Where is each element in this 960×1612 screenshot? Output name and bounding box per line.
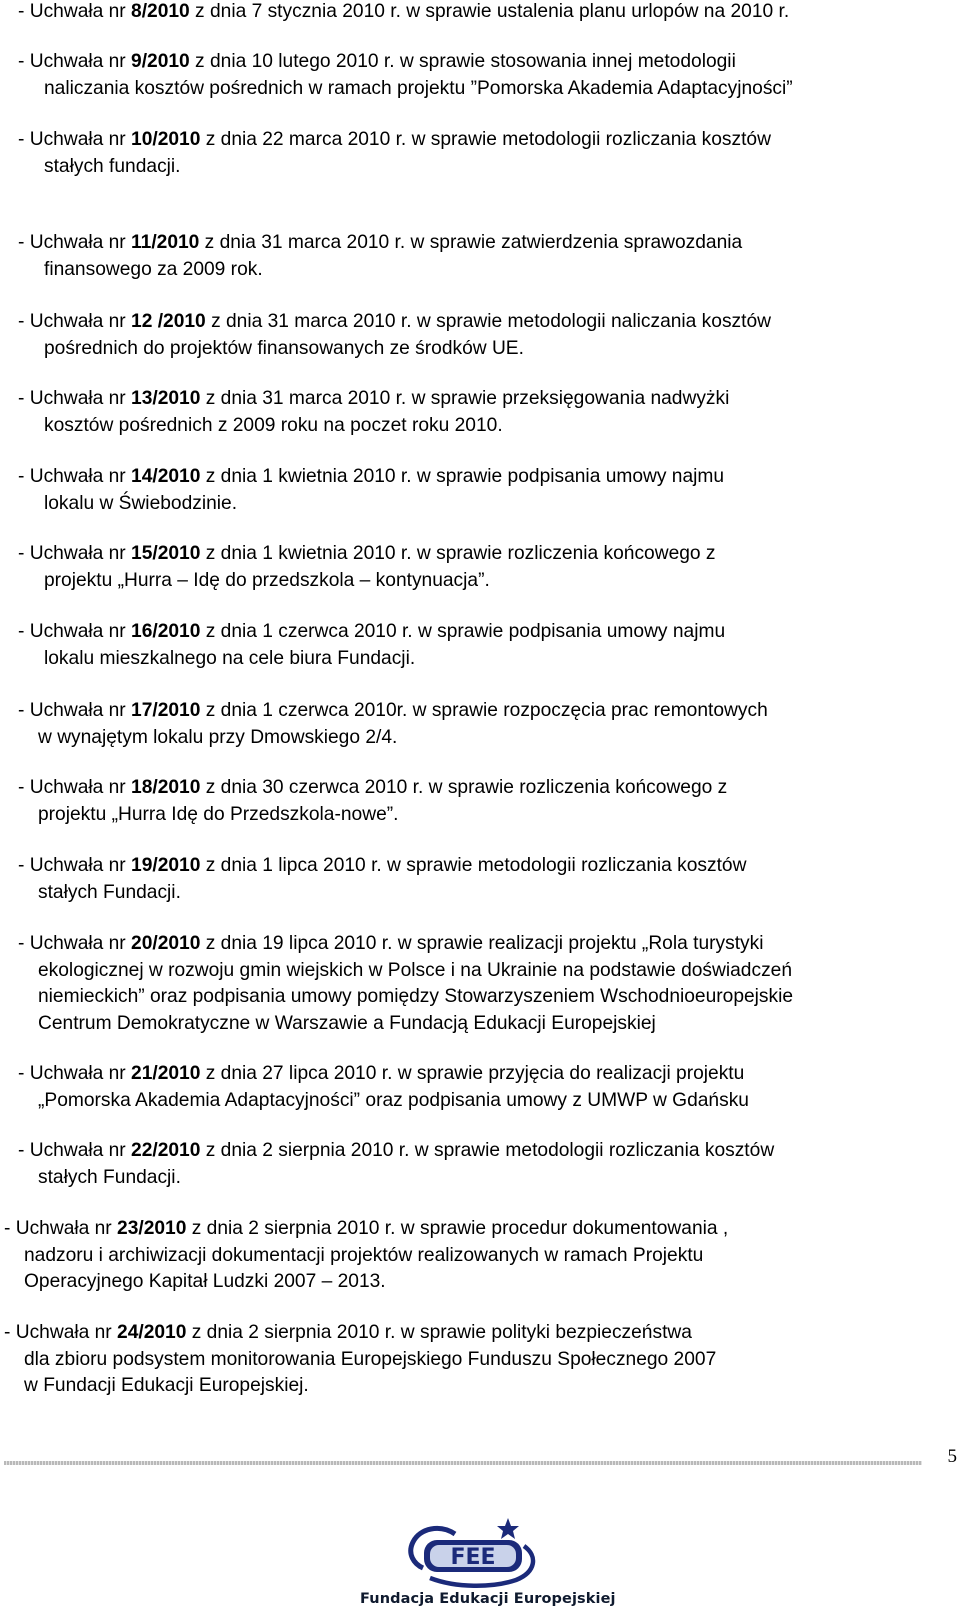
resolution-item <box>18 619 960 672</box>
resolution-first-line <box>18 853 960 880</box>
page-number: 5 <box>947 1446 957 1467</box>
resolution-item <box>4 1320 959 1400</box>
resolution-text: z dnia 1 kwietnia 2010 r. w sprawie rozliczenia końcowego z <box>200 543 716 564</box>
logo-star-icon <box>497 1518 519 1539</box>
resolution-number: 9/2010 <box>131 51 190 72</box>
resolution-first-line <box>18 541 960 568</box>
resolution-prefix: - Uchwała nr <box>18 1063 132 1084</box>
resolution-number: 15/2010 <box>131 543 201 564</box>
resolution-number: 18/2010 <box>131 777 201 798</box>
resolution-item <box>18 49 960 102</box>
resolution-first-line <box>18 386 960 413</box>
resolution-continuation-line: ekologicznej w rozwoju gmin wiejskich w Polsce i na Ukrainie na podstawie doświadczeń <box>38 959 792 981</box>
resolution-first-line <box>18 775 960 802</box>
resolution-item <box>18 230 960 283</box>
resolution-first-line <box>4 1320 959 1347</box>
resolution-continuation-line: pośrednich do projektów finansowanych ze środków UE. <box>44 337 524 359</box>
resolution-first-line <box>18 464 960 491</box>
resolution-item <box>18 1138 960 1191</box>
resolution-prefix: - Uchwała nr <box>4 1218 118 1239</box>
resolution-prefix: - Uchwała nr <box>18 51 132 72</box>
resolution-number: 23/2010 <box>117 1218 187 1239</box>
resolution-prefix: - Uchwała nr <box>4 1322 118 1343</box>
resolution-prefix: - Uchwała nr <box>18 933 132 954</box>
resolution-text: z dnia 1 lipca 2010 r. w sprawie metodologii rozliczania kosztów <box>200 855 747 876</box>
resolution-continuation-line: naliczania kosztów pośrednich w ramach projektu ”Pomorska Akademia Adaptacyjności” <box>44 77 793 99</box>
resolution-first-line <box>18 0 960 26</box>
resolution-continuation-line: w Fundacji Edukacji Europejskiej. <box>24 1375 309 1396</box>
resolution-number: 19/2010 <box>131 855 201 876</box>
resolution-text: z dnia 31 marca 2010 r. w sprawie przeksięgowania nadwyżki <box>200 388 730 409</box>
resolution-continuation-line: Operacyjnego Kapitał Ludzki 2007 – 2013. <box>24 1271 386 1292</box>
resolution-item <box>18 127 960 180</box>
fee-logo-mark-icon <box>360 1512 600 1590</box>
resolution-first-line <box>18 619 960 646</box>
resolution-continuation-line: projektu „Hurra – Idę do przedszkola – kontynuacja”. <box>44 569 490 591</box>
resolution-first-line <box>4 1216 959 1243</box>
resolution-continuation-line: Centrum Demokratyczne w Warszawie a Fundacją Edukacji Europejskiej <box>38 1012 656 1034</box>
resolution-continuation-line: lokalu w Świebodzinie. <box>44 492 238 514</box>
resolution-item <box>18 386 960 439</box>
fee-logo <box>360 1512 616 1612</box>
resolution-number: 17/2010 <box>131 700 201 721</box>
resolution-prefix: - Uchwała nr <box>18 700 132 721</box>
resolution-text: z dnia 2 sierpnia 2010 r. w sprawie metodologii rozliczania kosztów <box>200 1140 775 1161</box>
resolution-first-line <box>18 931 960 958</box>
resolution-text: z dnia 7 stycznia 2010 r. w sprawie ustalenia planu urlopów na 2010 r. <box>189 1 790 22</box>
resolution-first-line <box>18 49 960 76</box>
resolution-number: 21/2010 <box>131 1063 201 1084</box>
resolution-number: 24/2010 <box>117 1322 187 1343</box>
resolution-prefix: - Uchwała nr <box>18 466 132 487</box>
resolution-text: z dnia 2 sierpnia 2010 r. w sprawie procedur dokumentowania , <box>186 1218 729 1239</box>
resolution-prefix: - Uchwała nr <box>18 543 132 564</box>
resolution-text: z dnia 1 czerwca 2010r. w sprawie rozpoczęcia prac remontowych <box>200 700 768 721</box>
resolution-item <box>4 1216 959 1296</box>
resolution-text: z dnia 31 marca 2010 r. w sprawie zatwierdzenia sprawozdania <box>199 232 743 253</box>
resolution-continuation-line: stałych fundacji. <box>44 155 181 177</box>
resolution-item <box>18 541 960 594</box>
resolution-text: z dnia 1 kwietnia 2010 r. w sprawie podpisania umowy najmu <box>200 466 725 487</box>
resolution-continuation-line: kosztów pośrednich z 2009 roku na poczet roku 2010. <box>44 414 503 436</box>
resolution-item <box>18 698 960 751</box>
resolution-continuation-line: stałych Fundacji. <box>38 1166 181 1188</box>
resolution-item <box>18 1061 960 1114</box>
resolution-prefix: - Uchwała nr <box>18 232 132 253</box>
resolution-continuation-line: niemieckich” oraz podpisania umowy pomiędzy Stowarzyszeniem Wschodnioeuropejskie <box>38 986 794 1007</box>
resolution-first-line <box>18 698 960 725</box>
resolution-item <box>18 464 960 517</box>
resolution-item <box>18 853 960 906</box>
resolution-continuation-line: lokalu mieszkalnego na cele biura Fundacji. <box>44 647 416 669</box>
resolution-prefix: - Uchwała nr <box>18 621 132 642</box>
resolution-text: z dnia 1 czerwca 2010 r. w sprawie podpisania umowy najmu <box>200 621 726 642</box>
resolution-item <box>18 931 960 1037</box>
resolution-continuation-line: finansowego za 2009 rok. <box>44 258 263 280</box>
resolution-number: 8/2010 <box>131 1 190 22</box>
resolution-number: 11/2010 <box>131 232 200 253</box>
resolution-text: z dnia 10 lutego 2010 r. w sprawie stosowania innej metodologii <box>189 51 736 72</box>
resolution-item <box>18 0 960 26</box>
resolution-text: z dnia 31 marca 2010 r. w sprawie metodologii naliczania kosztów <box>205 311 771 332</box>
resolution-continuation-line: dla zbioru podsystem monitorowania Europejskiego Funduszu Społecznego 2007 <box>24 1348 717 1370</box>
resolution-number: 14/2010 <box>131 466 201 487</box>
resolution-prefix: - Uchwała nr <box>18 855 132 876</box>
resolution-continuation-line: nadzoru i archiwizacji dokumentacji projektów realizowanych w ramach Projektu <box>24 1244 704 1266</box>
resolution-prefix: - Uchwała nr <box>18 1140 132 1161</box>
resolution-first-line <box>18 1138 960 1165</box>
resolution-continuation-line: „Pomorska Akademia Adaptacyjności” oraz podpisania umowy z UMWP w Gdańsku <box>38 1089 749 1111</box>
resolution-number: 20/2010 <box>131 933 201 954</box>
resolution-continuation-line: projektu „Hurra Idę do Przedszkola-nowe”. <box>38 803 399 825</box>
resolution-first-line <box>18 309 960 336</box>
resolution-first-line <box>18 230 960 257</box>
resolution-number: 10/2010 <box>131 129 201 150</box>
resolution-prefix: - Uchwała nr <box>18 1 132 22</box>
resolution-text: z dnia 19 lipca 2010 r. w sprawie realizacji projektu „Rola turystyki <box>200 933 764 954</box>
resolution-prefix: - Uchwała nr <box>18 129 132 150</box>
resolution-item <box>18 775 960 828</box>
resolution-first-line <box>18 1061 960 1088</box>
resolution-first-line <box>18 127 960 154</box>
resolution-item <box>18 309 960 362</box>
resolution-number: 12 /2010 <box>131 311 206 332</box>
resolution-text: z dnia 27 lipca 2010 r. w sprawie przyjęcia do realizacji projektu <box>200 1063 745 1084</box>
resolution-text: z dnia 2 sierpnia 2010 r. w sprawie polityki bezpieczeństwa <box>186 1322 692 1343</box>
resolution-number: 22/2010 <box>131 1140 201 1161</box>
logo-caption: Fundacja Edukacji Europejskiej <box>360 1591 616 1607</box>
resolution-text: z dnia 30 czerwca 2010 r. w sprawie rozliczenia końcowego z <box>200 777 728 798</box>
resolution-prefix: - Uchwała nr <box>18 388 132 409</box>
resolution-text: z dnia 22 marca 2010 r. w sprawie metodologii rozliczania kosztów <box>200 129 771 150</box>
logo-mark-text: FEE <box>450 1545 496 1570</box>
resolution-prefix: - Uchwała nr <box>18 777 132 798</box>
footer-rule <box>4 1461 922 1465</box>
resolution-number: 13/2010 <box>131 388 201 409</box>
resolution-continuation-line: w wynajętym lokalu przy Dmowskiego 2/4. <box>38 726 398 748</box>
resolution-number: 16/2010 <box>131 621 201 642</box>
resolution-prefix: - Uchwała nr <box>18 311 132 332</box>
resolution-continuation-line: stałych Fundacji. <box>38 881 181 903</box>
